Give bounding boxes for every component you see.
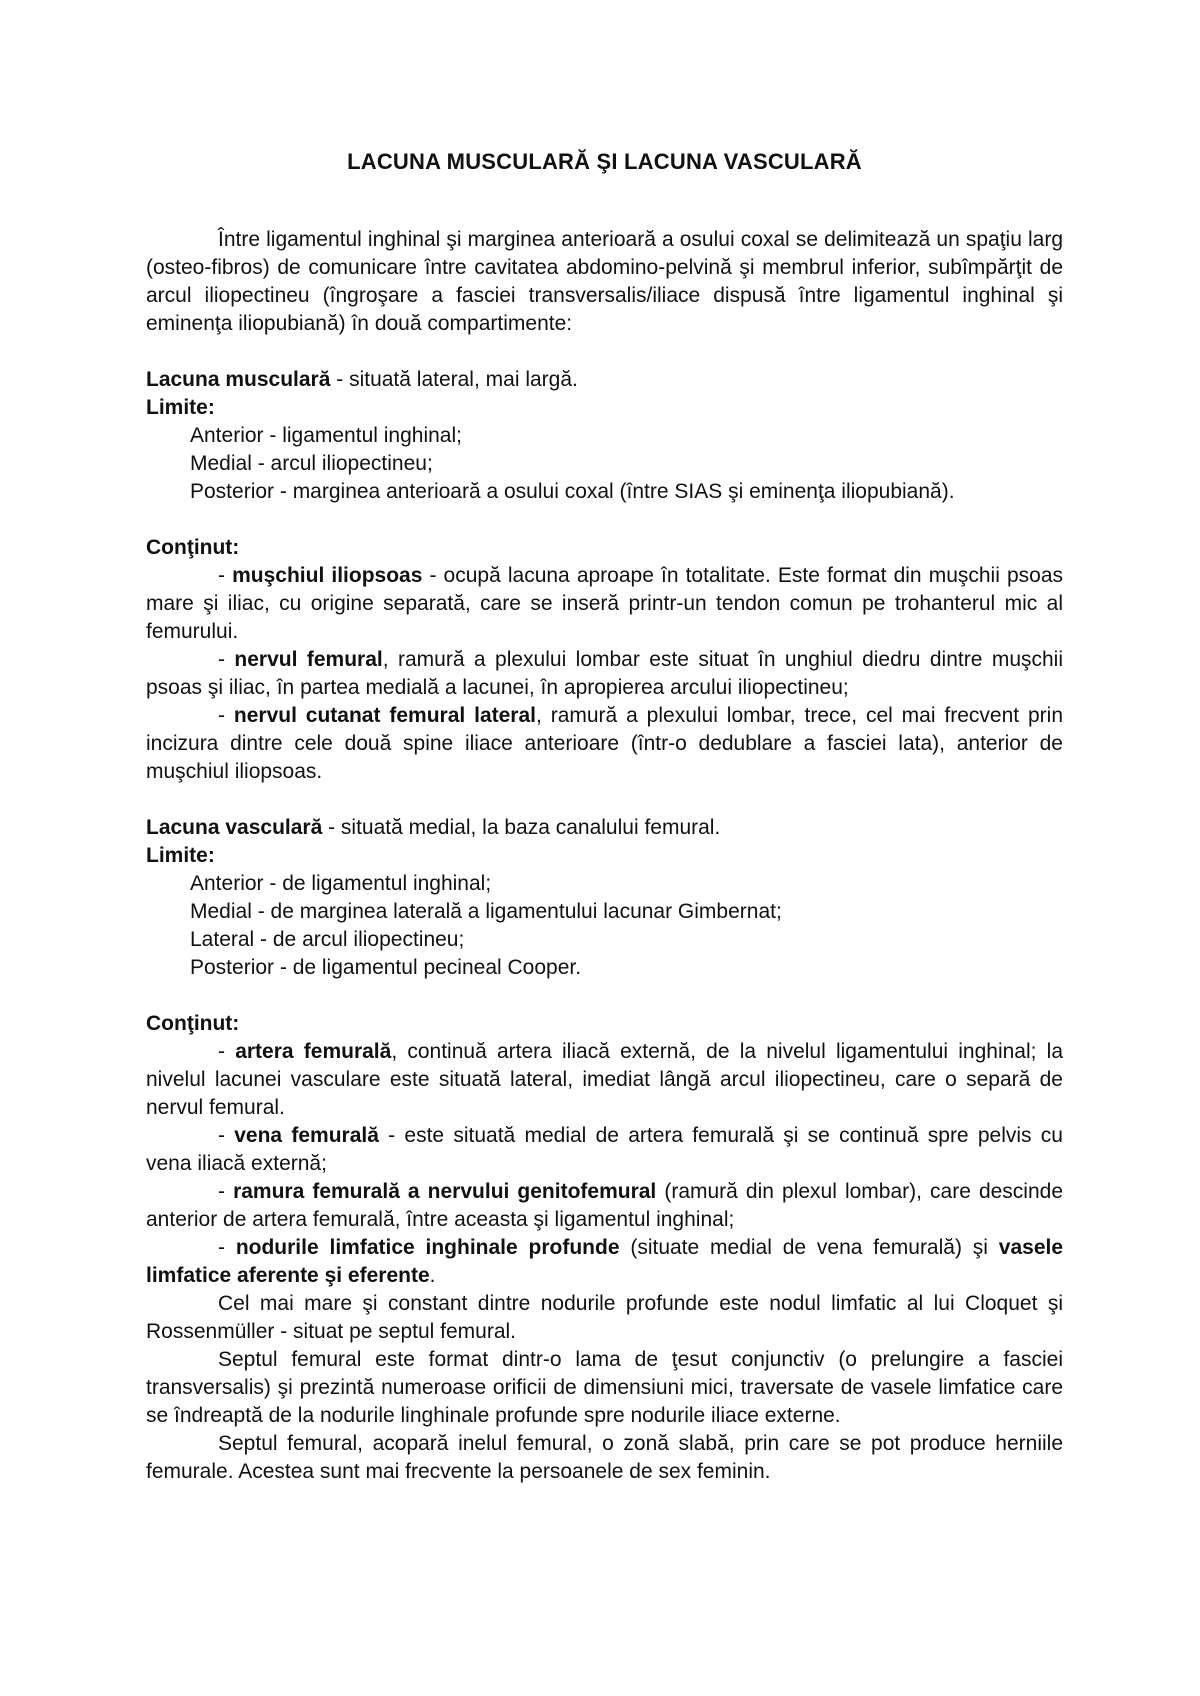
muscular-content-label: Conţinut: <box>146 536 240 559</box>
spacer <box>146 982 1063 1010</box>
paragraph-femoral-hernia: Septul femural, acopară inelul femural, o zonă slabă, prin care se pot produce herniile femurale. Acestea sunt mai frecvente la persoanele de sex feminin. <box>146 1432 1063 1483</box>
spacer <box>146 786 1063 814</box>
paragraph-femoral-septum: Septul femural este format dintr-o lama de ţesut conjunctiv (o prelungire a fasciei transversalis) şi prezintă numeroase orificii de dimensiuni mici, traversate de vasele limfatice care se îndreaptă de la nodurile linghinale profunde spre nodurile iliace externe. <box>146 1348 1063 1427</box>
muscular-limit-posterior: Posterior - marginea anterioară a osului coxal (între SIAS şi eminenţa iliopubiană). <box>190 480 955 503</box>
vascular-limit-anterior: Anterior - de ligamentul inghinal; <box>190 872 492 895</box>
muscular-item-iliopsoas: - muşchiul iliopsoas - ocupă lacuna aproape în totalitate. Este format din muşchii psoas mare şi iliac, cu origine separată, care se inseră printr-un tendon comun pe trohanterul mic al femurului. <box>146 564 1064 643</box>
muscular-limit-anterior: Anterior - ligamentul inghinal; <box>190 424 462 447</box>
vascular-item-lymph-nodes: - nodurile limfatice inghinale profunde (situate medial de vena femurală) şi vasele limfatice aferente şi eferente. <box>146 1236 1064 1287</box>
spacer <box>146 338 1063 366</box>
muscular-heading-desc: - situată lateral, mai largă. <box>330 368 578 391</box>
muscular-item-femoral-nerve: - nervul femural, ramură a plexului lombar este situat în unghiul diedru dintre muşchii psoas şi iliac, în partea medială a lacunei, în apropierea arcului iliopectineu; <box>146 648 1064 699</box>
vascular-limits-label: Limite: <box>146 844 215 867</box>
intro-paragraph: Între ligamentul inghinal şi marginea anterioară a osului coxal se delimitează un spaţiu larg (osteo-fibros) de comunicare între cavitatea abdomino-pelvină şi membrul inferior, subîmpărţit de arcul iliopectineu (îngroşare a fasciei transversalis/iliace dispusă între ligamentul inghinal şi eminenţa iliopubiană) în două compartimente: <box>146 228 1063 335</box>
spacer <box>146 506 1063 534</box>
page-title: LACUNA MUSCULARĂ ŞI LACUNA VASCULARĂ <box>347 149 862 174</box>
muscular-limits-label: Limite: <box>146 396 215 419</box>
vascular-item-femoral-vein: - vena femurală - este situată medial de artera femurală şi se continuă spre pelvis cu vena iliacă externă; <box>146 1124 1063 1175</box>
vascular-item-genitofemoral-branch: - ramura femurală a nervului genitofemural (ramură din plexul lombar), care descinde anterior de artera femurală, între aceasta şi ligamentul inghinal; <box>146 1180 1064 1231</box>
vascular-heading-desc: - situată medial, la baza canalului femural. <box>322 816 721 839</box>
vascular-limit-medial: Medial - de marginea laterală a ligamentului lacunar Gimbernat; <box>190 900 782 923</box>
vascular-item-femoral-artery: - artera femurală, continuă artera iliacă externă, de la nivelul ligamentului inghinal; la nivelul lacunei vasculare este situată lateral, imediat lângă arcul iliopectineu, care o separă de nervul femural. <box>146 1040 1064 1119</box>
muscular-limit-medial: Medial - arcul iliopectineu; <box>190 452 433 475</box>
vascular-heading: Lacuna vasculară <box>146 816 323 839</box>
muscular-heading-line <box>146 366 1063 394</box>
vascular-limit-posterior: Posterior - de ligamentul pecineal Cooper. <box>190 956 582 979</box>
muscular-item-lateral-cutaneous-nerve: - nervul cutanat femural lateral, ramură a plexului lombar, trece, cel mai frecvent prin incizura dintre cele două spine iliace anterioare (într-o dedublare a fasciei lata), anterior de muşchiul iliopsoas. <box>146 704 1063 783</box>
document-page <box>146 140 1063 1486</box>
vascular-heading-line <box>146 814 1063 842</box>
vascular-content-label: Conţinut: <box>146 1012 240 1035</box>
vascular-limit-lateral: Lateral - de arcul iliopectineu; <box>190 928 465 951</box>
paragraph-cloquet-node: Cel mai mare şi constant dintre nodurile profunde este nodul limfatic al lui Cloquet şi Rossenmüller - situat pe septul femural. <box>146 1292 1063 1343</box>
muscular-heading: Lacuna musculară <box>146 368 331 391</box>
